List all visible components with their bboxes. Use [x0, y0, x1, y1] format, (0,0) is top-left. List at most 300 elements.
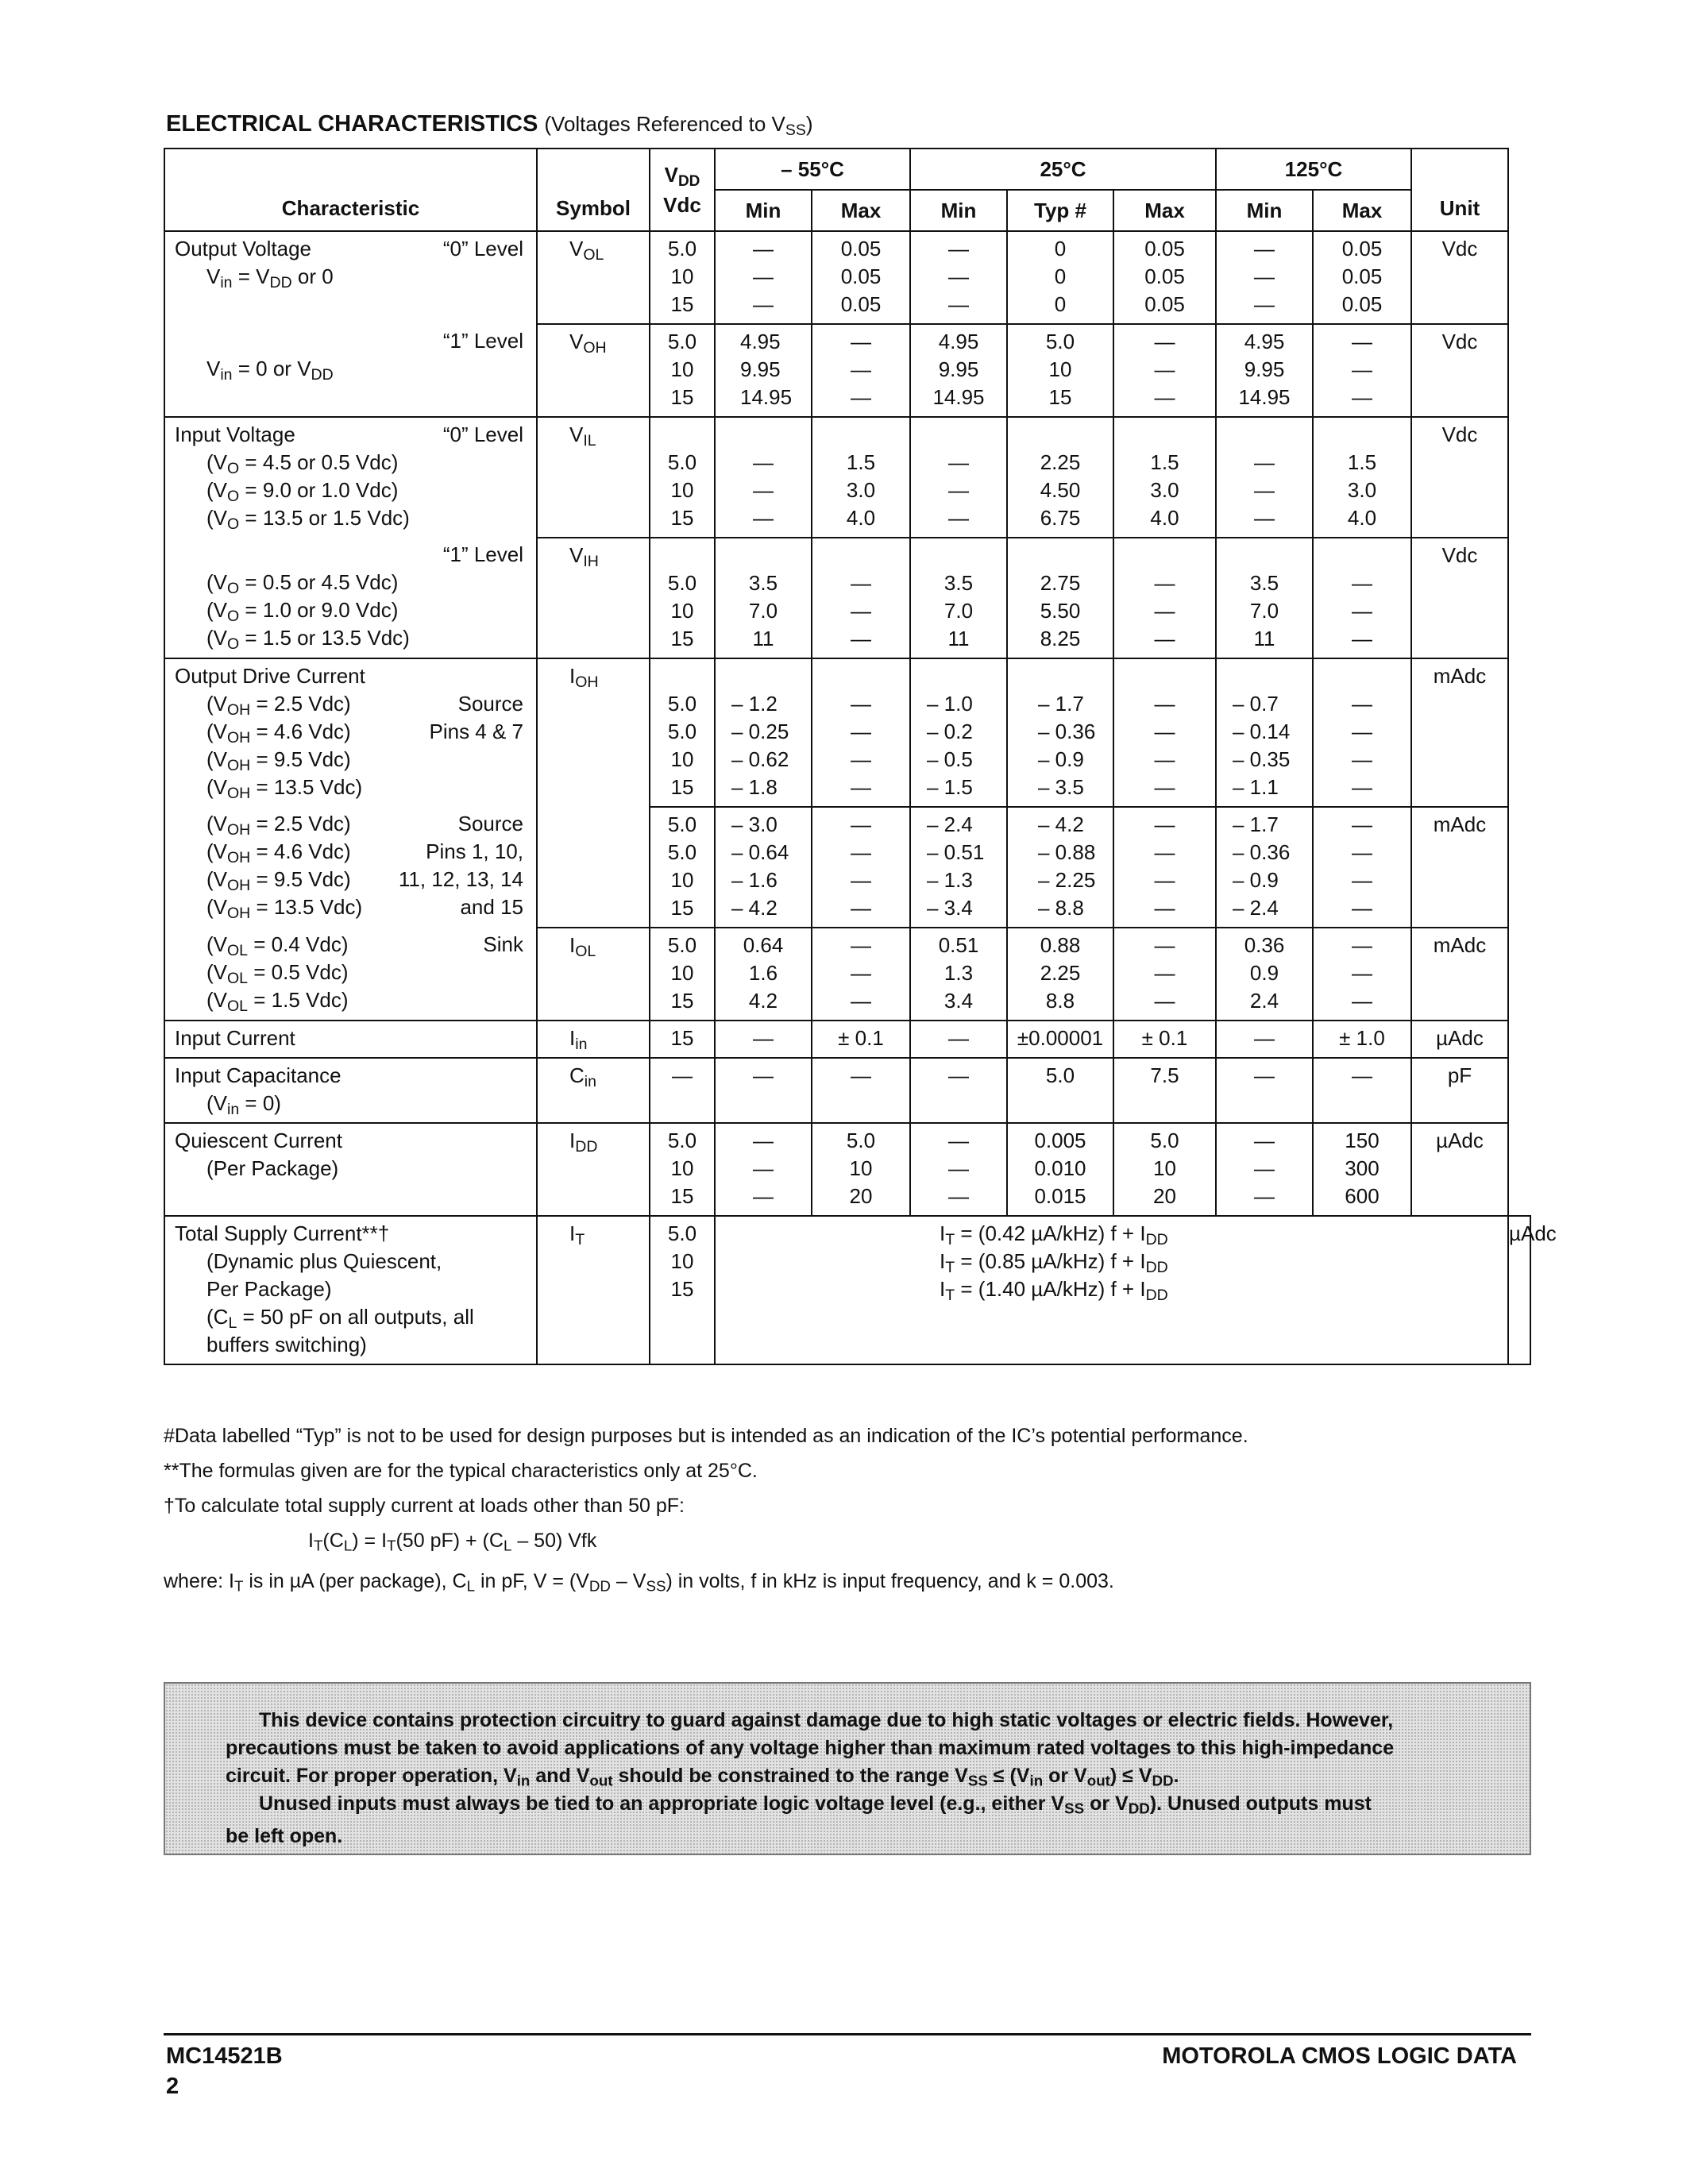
- value-cell: [1007, 1123, 1113, 1216]
- cell-value: —: [948, 1129, 969, 1152]
- value-cell: [1007, 807, 1113, 928]
- cell-value: —: [851, 330, 871, 353]
- characteristic-cell: Output Voltage “0” Level $V_{in} = V_{DD}$ or 0: [164, 231, 537, 324]
- header-symbol: Symbol: [537, 149, 650, 231]
- cell-value: —: [1254, 506, 1275, 530]
- symbol-cell: $V_{OL}$: [537, 231, 650, 324]
- cell-value: 15: [670, 292, 694, 316]
- cell-value: 5.0: [667, 571, 697, 595]
- cell-value: 4.2: [748, 989, 778, 1013]
- cell-value: 4.95: [1244, 330, 1285, 353]
- characteristic-cell: “1” Level $V_{in} = 0$ or $V_{DD}$: [164, 324, 537, 417]
- cell-value: 15: [670, 506, 694, 530]
- header-temp-25: 25°C: [910, 149, 1216, 190]
- cell-value: —: [1254, 1184, 1275, 1208]
- cell-value: – 2.4: [927, 812, 973, 836]
- symbol-cell: $I_{OL}$: [537, 928, 650, 1021]
- cell-value: —: [1352, 747, 1372, 771]
- cell-value: —: [1352, 840, 1372, 864]
- unit-cell: mAdc: [1411, 658, 1508, 807]
- cell-value: —: [753, 478, 774, 502]
- cell-value: 10: [670, 478, 694, 502]
- cell-value: – 1.7: [1038, 692, 1084, 716]
- vdd-cell: [650, 417, 715, 538]
- value-cell: [1216, 231, 1313, 324]
- cell-value: 2.4: [1249, 989, 1279, 1013]
- cell-value: – 3.0: [731, 812, 778, 836]
- cell-value: 11: [752, 627, 774, 650]
- value-cell: [1313, 658, 1411, 807]
- cell-value: 300: [1345, 1156, 1380, 1180]
- value-cell: [812, 658, 910, 807]
- value-cell: [812, 417, 910, 538]
- cell-value: —: [1154, 840, 1175, 864]
- unit-cell: µAdc: [1411, 1021, 1508, 1058]
- cell-value: 20: [1153, 1184, 1176, 1208]
- cell-value: 5.0: [667, 692, 697, 716]
- unit-cell: mAdc: [1411, 807, 1508, 928]
- value-cell: [1313, 324, 1411, 417]
- value-cell: [910, 538, 1007, 658]
- value-cell: [1113, 417, 1216, 538]
- cell-value: 6.75: [1040, 506, 1081, 530]
- cell-value: 2.25: [1040, 961, 1081, 985]
- cell-value: 0.015: [1034, 1184, 1086, 1208]
- footnotes: [164, 1418, 1530, 1603]
- cell-value: 8.8: [1045, 989, 1075, 1013]
- header-characteristic: Characteristic: [164, 149, 537, 231]
- vdd-cell: [650, 658, 715, 807]
- cell-value: 10: [670, 961, 694, 985]
- cell-value: —: [1154, 357, 1175, 381]
- value-cell: 5.0: [1007, 1058, 1113, 1123]
- value-cell: [1007, 231, 1113, 324]
- cell-value: —: [851, 692, 871, 716]
- esd-warning-box: [164, 1682, 1531, 1855]
- cell-value: 0.36: [1244, 933, 1285, 957]
- cell-value: —: [1254, 237, 1275, 260]
- cell-value: —: [1254, 478, 1275, 502]
- cell-value: —: [753, 237, 774, 260]
- value-cell: [1216, 538, 1313, 658]
- value-cell: —: [910, 1058, 1007, 1123]
- cell-value: —: [1154, 896, 1175, 920]
- part-number: MC14521B: [166, 2043, 283, 2069]
- table-row: [164, 538, 1530, 658]
- cell-value: 3.5: [1249, 571, 1279, 595]
- cell-value: 2.75: [1040, 571, 1081, 595]
- cell-value: – 2.4: [1233, 896, 1279, 920]
- cell-value: 0.05: [1341, 292, 1383, 316]
- vdd-cell: [650, 231, 715, 324]
- value-cell: [1113, 231, 1216, 324]
- cell-value: – 1.0: [927, 692, 973, 716]
- cell-value: —: [1154, 961, 1175, 985]
- characteristic-cell: ($V_{OH} = 2.5$ Vdc) Source ($V_{OH} = 4.6$ Vdc) Pins 1, 10, ($V_{OH} = 9.5$ Vdc) 11, 12, 13, 14 ($V_{OH} = 13.5$ Vdc) and 15: [164, 807, 537, 928]
- value-cell: [1313, 928, 1411, 1021]
- cell-value: —: [1352, 989, 1372, 1013]
- cell-value: 1.3: [943, 961, 974, 985]
- cell-value: 14.95: [740, 385, 793, 409]
- cell-value: —: [851, 385, 871, 409]
- table-row: [164, 1123, 1530, 1216]
- cell-value: – 0.7: [1233, 692, 1279, 716]
- table-row: [164, 928, 1530, 1021]
- cell-value: 5.0: [667, 237, 697, 260]
- footnote-formulas: **The formulas given are for the typical characteristics only at 25°C.: [164, 1460, 758, 1482]
- cell-value: —: [1154, 812, 1175, 836]
- cell-value: 1.6: [748, 961, 778, 985]
- table-row: [164, 231, 1530, 324]
- value-cell: [1216, 658, 1313, 807]
- header-min-25: Min: [910, 190, 1007, 231]
- cell-value: 4.50: [1040, 478, 1081, 502]
- value-cell: [1216, 417, 1313, 538]
- cell-value: 4.0: [1347, 506, 1377, 530]
- table-row: [164, 1216, 1530, 1364]
- cell-value: – 0.62: [731, 747, 789, 771]
- cell-value: 5.0: [667, 812, 697, 836]
- cell-value: 0.05: [1341, 264, 1383, 288]
- cell-value: 0.010: [1034, 1156, 1086, 1180]
- cell-value: 0.005: [1034, 1129, 1086, 1152]
- symbol-cell: $V_{OH}$: [537, 324, 650, 417]
- characteristic-cell: Output Drive Current ($V_{OH} = 2.5$ Vdc) Source ($V_{OH} = 4.6$ Vdc) Pins 4 & 7 ($V_{OH} = 9.5$ Vdc) ($V_{OH} = 13.5$ Vdc): [164, 658, 537, 807]
- cell-value: 0.05: [1144, 264, 1185, 288]
- cell-value: —: [1352, 330, 1372, 353]
- cell-value: 11: [1253, 627, 1275, 650]
- cell-value: 10: [1048, 357, 1072, 381]
- vdd-cell: [650, 928, 715, 1021]
- characteristic-cell: “1” Level ($V_O = 0.5$ or 4.5 Vdc) ($V_O = 1.0$ or 9.0 Vdc) ($V_O = 1.5$ or 13.5 Vdc): [164, 538, 537, 658]
- cell-value: – 0.36: [1038, 720, 1096, 743]
- cell-value: – 0.64: [731, 840, 789, 864]
- cell-value: 15: [670, 989, 694, 1013]
- cell-value: 3.0: [1150, 478, 1179, 502]
- cell-value: – 0.88: [1038, 840, 1096, 864]
- cell-value: —: [1154, 571, 1175, 595]
- vdd-cell: [650, 807, 715, 928]
- value-cell: [812, 928, 910, 1021]
- value-cell: [812, 1123, 910, 1216]
- unit-cell: µAdc: [1508, 1216, 1530, 1364]
- value-cell: [812, 324, 910, 417]
- cell-value: —: [1352, 599, 1372, 623]
- cell-value: – 8.8: [1038, 896, 1084, 920]
- cell-value: —: [1352, 571, 1372, 595]
- cell-value: – 0.14: [1233, 720, 1291, 743]
- cell-value: 0.05: [1144, 237, 1185, 260]
- cell-value: 5.0: [667, 450, 697, 474]
- cell-value: – 0.9: [1038, 747, 1084, 771]
- cell-value: —: [1254, 450, 1275, 474]
- cell-value: 5.50: [1040, 599, 1081, 623]
- cell-value: —: [1154, 720, 1175, 743]
- cell-value: 0: [1054, 292, 1067, 316]
- cell-value: 5.0: [846, 1129, 876, 1152]
- value-cell: [715, 231, 812, 324]
- cell-value: 0.05: [1144, 292, 1185, 316]
- warning-paragraph: Unused inputs must always be tied to an appropriate logic voltage level (e.g., either $V_{SS}$ or $V_{DD}$). Unused outputs must be left open.: [226, 1792, 1372, 1847]
- cell-value: —: [1352, 812, 1372, 836]
- value-cell: [1216, 1123, 1313, 1216]
- cell-value: 15: [670, 896, 694, 920]
- cell-value: —: [753, 450, 774, 474]
- value-cell: —: [1216, 1058, 1313, 1123]
- header-max-55: Max: [812, 190, 910, 231]
- cell-value: 600: [1345, 1184, 1380, 1208]
- cell-value: —: [1154, 868, 1175, 892]
- footer-left: [166, 2041, 283, 2101]
- unit-cell: mAdc: [1411, 928, 1508, 1021]
- value-cell: ± 0.1: [812, 1021, 910, 1058]
- cell-value: —: [1154, 330, 1175, 353]
- cell-value: 2.25: [1040, 450, 1081, 474]
- table-row: [164, 807, 1530, 928]
- cell-value: —: [948, 1184, 969, 1208]
- unit-cell: Vdc: [1411, 538, 1508, 658]
- cell-value: 15: [670, 1277, 694, 1301]
- cell-value: 0: [1054, 264, 1067, 288]
- table-row: [164, 658, 1530, 807]
- cell-value: 10: [670, 1156, 694, 1180]
- value-cell: [1007, 658, 1113, 807]
- header-temp-minus55: – 55°C: [715, 149, 910, 190]
- symbol-cell: $C_{in}$: [537, 1058, 650, 1123]
- cell-value: – 1.3: [927, 868, 973, 892]
- cell-value: – 1.6: [731, 868, 778, 892]
- value-cell: [715, 658, 812, 807]
- cell-value: – 4.2: [1038, 812, 1084, 836]
- cell-value: 4.0: [846, 506, 876, 530]
- cell-value: —: [948, 450, 969, 474]
- cell-value: —: [851, 571, 871, 595]
- header-temp-125: 125°C: [1216, 149, 1411, 190]
- cell-value: —: [851, 868, 871, 892]
- cell-value: – 3.4: [927, 896, 973, 920]
- cell-value: —: [851, 812, 871, 836]
- cell-value: 0.64: [743, 933, 784, 957]
- cell-value: —: [753, 1156, 774, 1180]
- cell-value: —: [1352, 775, 1372, 799]
- cell-value: 5.0: [667, 933, 697, 957]
- value-cell: [715, 1123, 812, 1216]
- value-cell: —: [1216, 1021, 1313, 1058]
- value-cell: —: [812, 1058, 910, 1123]
- value-cell: [812, 231, 910, 324]
- cell-value: – 4.2: [731, 896, 778, 920]
- cell-value: —: [851, 720, 871, 743]
- characteristic-cell: Input Voltage “0” Level ($V_O = 4.5$ or 0.5 Vdc) ($V_O = 9.0$ or 1.0 Vdc) ($V_O = 13.5$ or 1.5 Vdc): [164, 417, 537, 538]
- cell-value: – 0.2: [927, 720, 973, 743]
- value-cell: [1113, 1123, 1216, 1216]
- cell-value: – 1.7: [1233, 812, 1279, 836]
- cell-value: —: [1352, 357, 1372, 381]
- unit-cell: µAdc: [1411, 1123, 1508, 1216]
- cell-value: 3.0: [846, 478, 876, 502]
- table-row: [164, 324, 1530, 417]
- unit-cell: Vdc: [1411, 324, 1508, 417]
- header-min-55: Min: [715, 190, 812, 231]
- cell-value: 10: [849, 1156, 873, 1180]
- cell-value: 0.05: [1341, 237, 1383, 260]
- unit-cell: Vdc: [1411, 231, 1508, 324]
- cell-value: 14.95: [932, 385, 985, 409]
- value-cell: [715, 807, 812, 928]
- cell-value: —: [1154, 385, 1175, 409]
- cell-value: 10: [670, 599, 694, 623]
- cell-value: 10: [670, 357, 694, 381]
- value-cell: [1113, 658, 1216, 807]
- header-max-125: Max: [1313, 190, 1411, 231]
- vdd-cell: [650, 538, 715, 658]
- cell-value: —: [948, 1156, 969, 1180]
- cell-value: —: [1352, 933, 1372, 957]
- value-cell: [1007, 928, 1113, 1021]
- cell-value: —: [1352, 961, 1372, 985]
- cell-value: —: [948, 478, 969, 502]
- cell-value: —: [851, 896, 871, 920]
- cell-value: —: [851, 747, 871, 771]
- cell-value: 0.05: [840, 292, 882, 316]
- cell-value: —: [1154, 775, 1175, 799]
- cell-value: 9.95: [740, 357, 781, 381]
- cell-value: – 2.25: [1038, 868, 1096, 892]
- it-formula-cell: $I_T = (0.42$ µA/kHz) $f + I_{DD}$ $I_T = (0.85$ µA/kHz) $f + I_{DD}$ $I_T = (1.40$ µA/kHz) $f + I_{DD}$: [715, 1216, 1508, 1364]
- vdd-cell: [650, 324, 715, 417]
- cell-value: —: [1352, 385, 1372, 409]
- value-cell: [812, 538, 910, 658]
- cell-value: —: [948, 264, 969, 288]
- cell-value: 9.95: [938, 357, 979, 381]
- cell-value: —: [753, 1184, 774, 1208]
- value-cell: [910, 1123, 1007, 1216]
- cell-value: 0.88: [1040, 933, 1081, 957]
- cell-value: —: [851, 989, 871, 1013]
- value-cell: ± 1.0: [1313, 1021, 1411, 1058]
- value-cell: [910, 807, 1007, 928]
- cell-value: 8.25: [1040, 627, 1081, 650]
- cell-value: 5.0: [1150, 1129, 1179, 1152]
- value-cell: [1313, 807, 1411, 928]
- cell-value: —: [1254, 1156, 1275, 1180]
- symbol-cell: $I_{OH}$: [537, 658, 650, 928]
- cell-value: —: [1352, 720, 1372, 743]
- cell-value: —: [753, 292, 774, 316]
- cell-value: —: [851, 357, 871, 381]
- value-cell: [1216, 807, 1313, 928]
- value-cell: 7.5: [1113, 1058, 1216, 1123]
- cell-value: —: [1352, 627, 1372, 650]
- cell-value: – 0.36: [1233, 840, 1291, 864]
- cell-value: – 0.5: [927, 747, 973, 771]
- cell-value: 4.95: [740, 330, 781, 353]
- cell-value: —: [851, 933, 871, 957]
- cell-value: —: [948, 292, 969, 316]
- cell-value: – 3.5: [1038, 775, 1084, 799]
- cell-value: —: [753, 1129, 774, 1152]
- cell-value: 0.05: [840, 264, 882, 288]
- cell-value: 10: [670, 868, 694, 892]
- supply-current-formula: $I_T(C_L) = I_T(50$ $pF) + (C_L - 50)$ Vfk: [308, 1530, 597, 1554]
- cell-value: —: [1154, 933, 1175, 957]
- value-cell: [1113, 538, 1216, 658]
- value-cell: [812, 807, 910, 928]
- cell-value: 3.5: [943, 571, 974, 595]
- footnote-supply-current: †To calculate total supply current at loads other than 50 pF:: [164, 1495, 685, 1517]
- cell-value: 1.5: [846, 450, 876, 474]
- cell-value: 0: [1054, 237, 1067, 260]
- header-typ-25: Typ #: [1007, 190, 1113, 231]
- vdd-cell: 15: [650, 1021, 715, 1058]
- cell-value: —: [851, 627, 871, 650]
- cell-value: —: [1352, 896, 1372, 920]
- value-cell: [715, 928, 812, 1021]
- cell-value: 14.95: [1238, 385, 1291, 409]
- cell-value: —: [851, 599, 871, 623]
- cell-value: – 1.2: [731, 692, 778, 716]
- cell-value: – 0.51: [927, 840, 985, 864]
- symbol-cell: $I_T$: [537, 1216, 650, 1364]
- characteristic-cell: Total Supply Current**† (Dynamic plus Quiescent, Per Package) ($C_L = 50$ pF on all outputs, all buffers switching): [164, 1216, 537, 1364]
- characteristic-cell: ($V_{OL} = 0.4$ Vdc) Sink ($V_{OL} = 0.5$ Vdc) ($V_{OL} = 1.5$ Vdc): [164, 928, 537, 1021]
- cell-value: 0.9: [1249, 961, 1279, 985]
- cell-value: 150: [1345, 1129, 1380, 1152]
- unit-cell: Vdc: [1411, 417, 1508, 538]
- cell-value: – 1.1: [1233, 775, 1279, 799]
- value-cell: [910, 658, 1007, 807]
- vdd-cell: [650, 1216, 715, 1364]
- table-row: [164, 417, 1530, 538]
- table-row: [164, 1058, 1530, 1123]
- footer-brand: MOTOROLA CMOS LOGIC DATA: [1162, 2043, 1517, 2069]
- cell-value: 7.0: [1249, 599, 1279, 623]
- value-cell: [1216, 324, 1313, 417]
- cell-value: 5.0: [667, 1221, 697, 1245]
- value-cell: —: [1313, 1058, 1411, 1123]
- cell-value: —: [1154, 692, 1175, 716]
- cell-value: —: [851, 775, 871, 799]
- symbol-cell: $I_{in}$: [537, 1021, 650, 1058]
- cell-value: 10: [670, 264, 694, 288]
- value-cell: [715, 324, 812, 417]
- cell-value: 15: [1048, 385, 1072, 409]
- value-cell: [715, 417, 812, 538]
- table-title: ELECTRICAL CHARACTERISTICS (Voltages Referenced to $V_{SS}$): [166, 111, 813, 139]
- symbol-cell: $V_{IL}$: [537, 417, 650, 538]
- cell-value: 10: [670, 1249, 694, 1273]
- cell-value: 10: [670, 747, 694, 771]
- cell-value: —: [753, 264, 774, 288]
- cell-value: 20: [849, 1184, 873, 1208]
- cell-value: 5.0: [667, 840, 697, 864]
- page-number: 2: [166, 2074, 179, 2099]
- symbol-cell: $V_{IH}$: [537, 538, 650, 658]
- value-cell: [715, 538, 812, 658]
- cell-value: 1.5: [1150, 450, 1179, 474]
- header-max-25: Max: [1113, 190, 1216, 231]
- formula-where: where: $I_T$ is in µA (per package), $C_L$ in pF, $V = (V_{DD} - V_{SS})$ in volts, f in kHz is input frequency, and k = 0.003.: [164, 1569, 1114, 1595]
- value-cell: [910, 928, 1007, 1021]
- cell-value: 3.4: [943, 989, 974, 1013]
- cell-value: —: [851, 840, 871, 864]
- value-cell: ± 0.1: [1113, 1021, 1216, 1058]
- characteristic-cell: Quiescent Current (Per Package): [164, 1123, 537, 1216]
- cell-value: —: [948, 237, 969, 260]
- cell-value: 3.5: [748, 571, 778, 595]
- cell-value: 1.5: [1347, 450, 1377, 474]
- cell-value: 11: [947, 627, 970, 650]
